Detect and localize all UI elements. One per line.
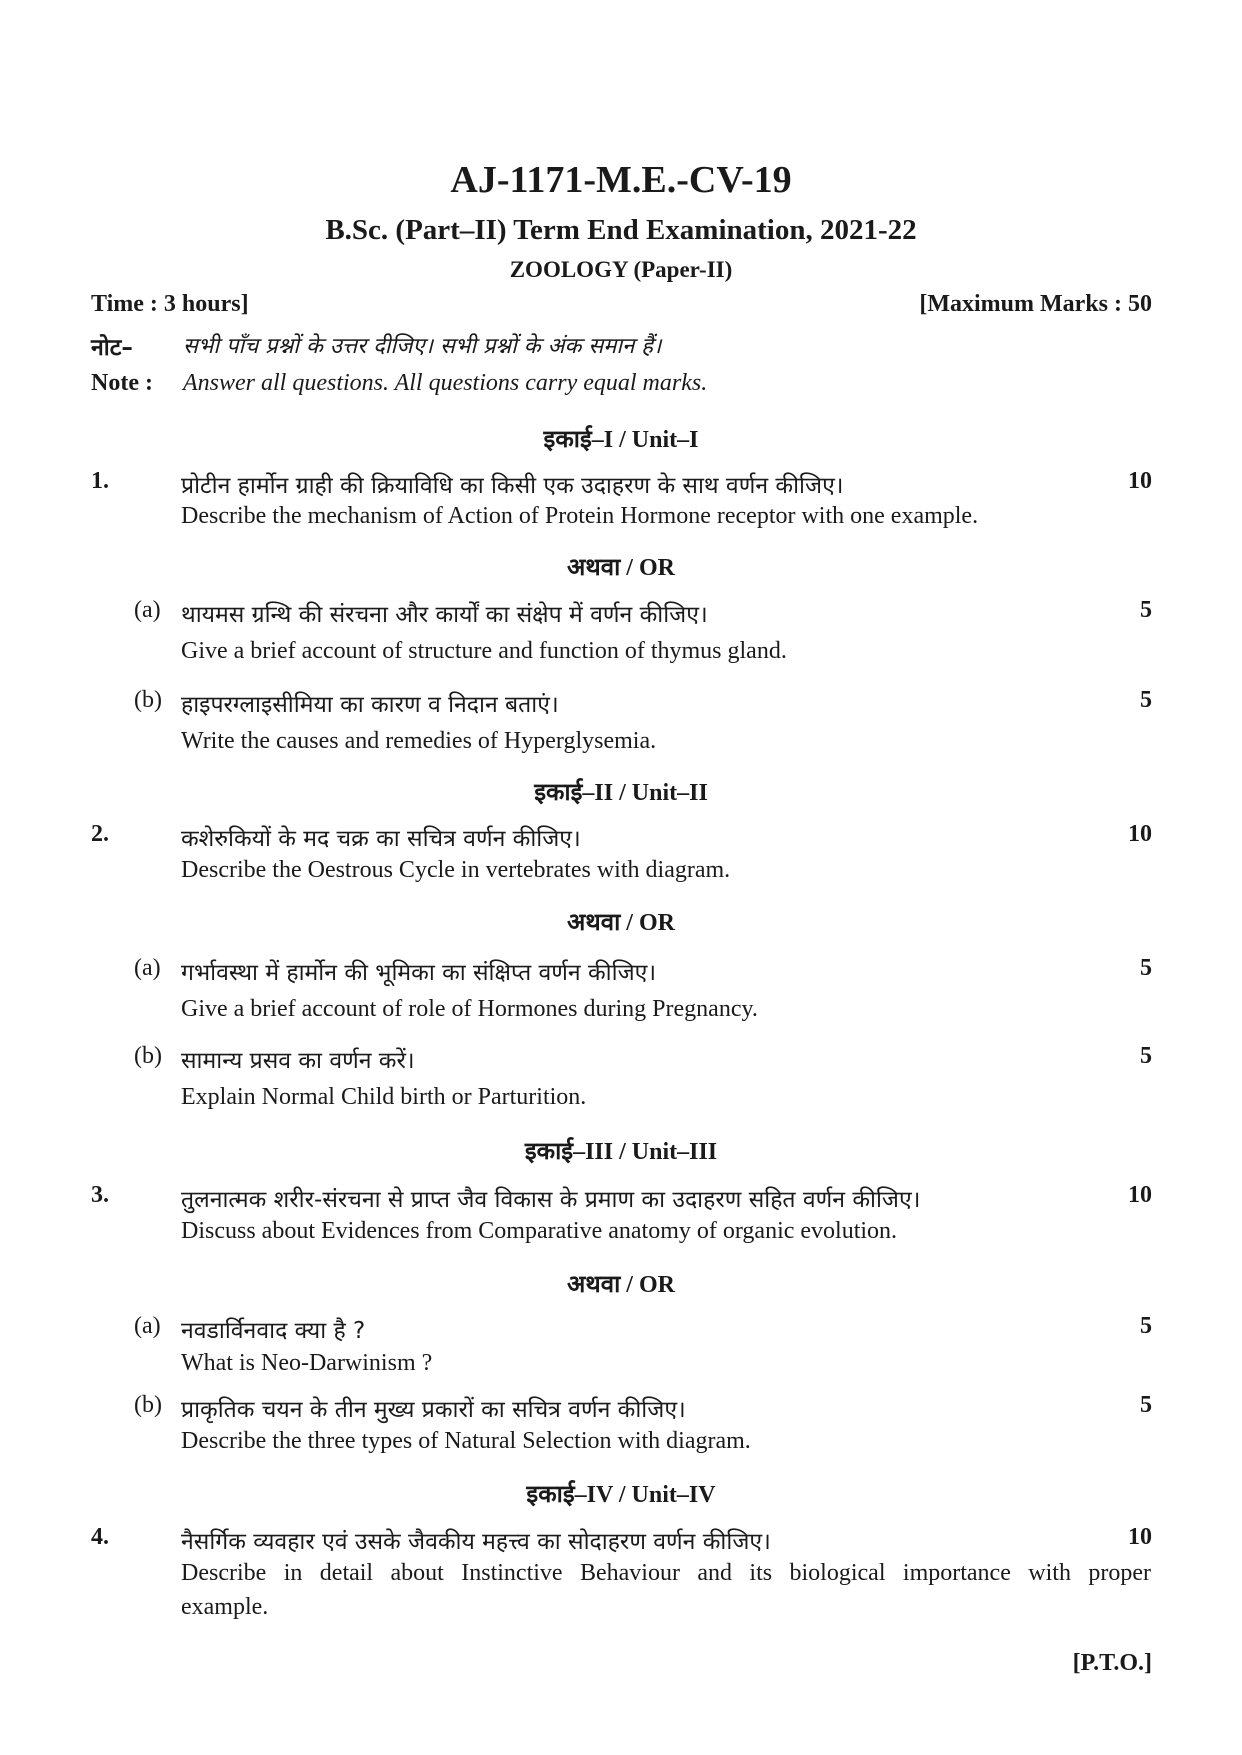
question-3a-label: (a)	[134, 1313, 161, 1339]
question-1-english: Describe the mechanism of Action of Protein Hormone receptor with one example.	[181, 503, 979, 529]
question-1a-english: Give a brief account of structure and function of thymus gland.	[181, 638, 787, 664]
note-hi-label: नोट–	[91, 335, 133, 361]
question-2b-english: Explain Normal Child birth or Parturition.	[181, 1084, 587, 1110]
question-1b-english: Write the causes and remedies of Hyperglysemia.	[181, 728, 657, 754]
question-2a-hindi: गर्भावस्था में हार्मोन की भूमिका का संक्षिप्त वर्णन कीजिए।	[181, 960, 657, 986]
question-2a-label: (a)	[134, 955, 161, 981]
question-1a-hindi: थायमस ग्रन्थि की संरचना और कार्यों का संक्षेप में वर्णन कीजिए।	[181, 602, 708, 628]
question-2-english: Describe the Oestrous Cycle in vertebrates with diagram.	[181, 857, 731, 883]
question-1b-marks: 5	[1140, 687, 1152, 713]
question-1-marks: 10	[1128, 468, 1152, 494]
question-3a-english: What is Neo-Darwinism ?	[181, 1350, 433, 1376]
question-3-hindi: तुलनात्मक शरीर-संरचना से प्राप्त जैव विकास के प्रमाण का उदाहरण सहित वर्णन कीजिए।	[181, 1187, 921, 1213]
unit-3-title: इकाई–III / Unit–III	[524, 1139, 718, 1165]
unit-4-title: इकाई–IV / Unit–IV	[526, 1482, 716, 1508]
question-4-marks: 10	[1128, 1524, 1152, 1550]
question-3a-marks: 5	[1140, 1313, 1152, 1339]
or-label: अथवा / OR	[567, 1272, 675, 1298]
or-label: अथवा / OR	[567, 555, 675, 581]
time-label: Time : 3 hours]	[91, 291, 249, 317]
question-4-number: 4.	[91, 1524, 109, 1550]
question-1a-marks: 5	[1140, 597, 1152, 623]
question-2b-label: (b)	[134, 1043, 162, 1069]
question-1a-label: (a)	[134, 597, 161, 623]
question-4-english-line-2: example.	[181, 1594, 269, 1620]
question-3-marks: 10	[1128, 1182, 1152, 1208]
note-en-label: Note :	[91, 370, 153, 396]
or-label: अथवा / OR	[567, 910, 675, 936]
question-2-marks: 10	[1128, 821, 1152, 847]
question-1-number: 1.	[91, 468, 109, 494]
question-1b-hindi: हाइपरग्लाइसीमिया का कारण व निदान बताएं।	[181, 692, 559, 718]
question-2b-hindi: सामान्य प्रसव का वर्णन करें।	[181, 1048, 415, 1074]
question-3b-marks: 5	[1140, 1392, 1152, 1418]
question-3-number: 3.	[91, 1182, 109, 1208]
question-2a-marks: 5	[1140, 955, 1152, 981]
question-2-number: 2.	[91, 821, 109, 847]
unit-2-title: इकाई–II / Unit–II	[534, 780, 708, 806]
note-hi-text: सभी पाँच प्रश्नों के उत्तर दीजिए। सभी प्रश्नों के अंक समान हैं।	[183, 334, 662, 359]
unit-1-title: इकाई–I / Unit–I	[543, 427, 699, 453]
subject-title: ZOOLOGY (Paper-II)	[509, 257, 733, 282]
question-2a-english: Give a brief account of role of Hormones during Pregnancy.	[181, 996, 758, 1022]
question-4-hindi: नैसर्गिक व्यवहार एवं उसके जैवकीय महत्त्व का सोदाहरण वर्णन कीजिए।	[181, 1529, 771, 1555]
question-3-english: Discuss about Evidences from Comparative anatomy of organic evolution.	[181, 1218, 898, 1244]
exam-title: B.Sc. (Part–II) Term End Examination, 2021-22	[325, 214, 917, 246]
note-en-text: Answer all questions. All questions carry equal marks.	[183, 370, 708, 396]
question-2-hindi: कशेरुकियों के मद चक्र का सचित्र वर्णन कीजिए।	[181, 826, 581, 852]
question-3b-hindi: प्राकृतिक चयन के तीन मुख्य प्रकारों का सचित्र वर्णन कीजिए।	[181, 1397, 686, 1423]
question-4-english-line-1: Describe in detail about Instinctive Behaviour and its biological importance with proper	[181, 1560, 1151, 1586]
question-1-hindi: प्रोटीन हार्मोन ग्राही की क्रियाविधि का किसी एक उदाहरण के साथ वर्णन कीजिए।	[181, 473, 844, 499]
question-1b-label: (b)	[134, 687, 162, 713]
question-3b-english: Describe the three types of Natural Selection with diagram.	[181, 1428, 751, 1454]
question-3b-label: (b)	[134, 1392, 162, 1418]
pto-label: [P.T.O.]	[1072, 1650, 1152, 1676]
paper-code: AJ-1171-M.E.-CV-19	[450, 159, 792, 201]
max-marks-label: [Maximum Marks : 50	[919, 291, 1152, 317]
question-3a-hindi: नवडार्विनवाद क्या है ?	[181, 1318, 366, 1344]
question-2b-marks: 5	[1140, 1043, 1152, 1069]
